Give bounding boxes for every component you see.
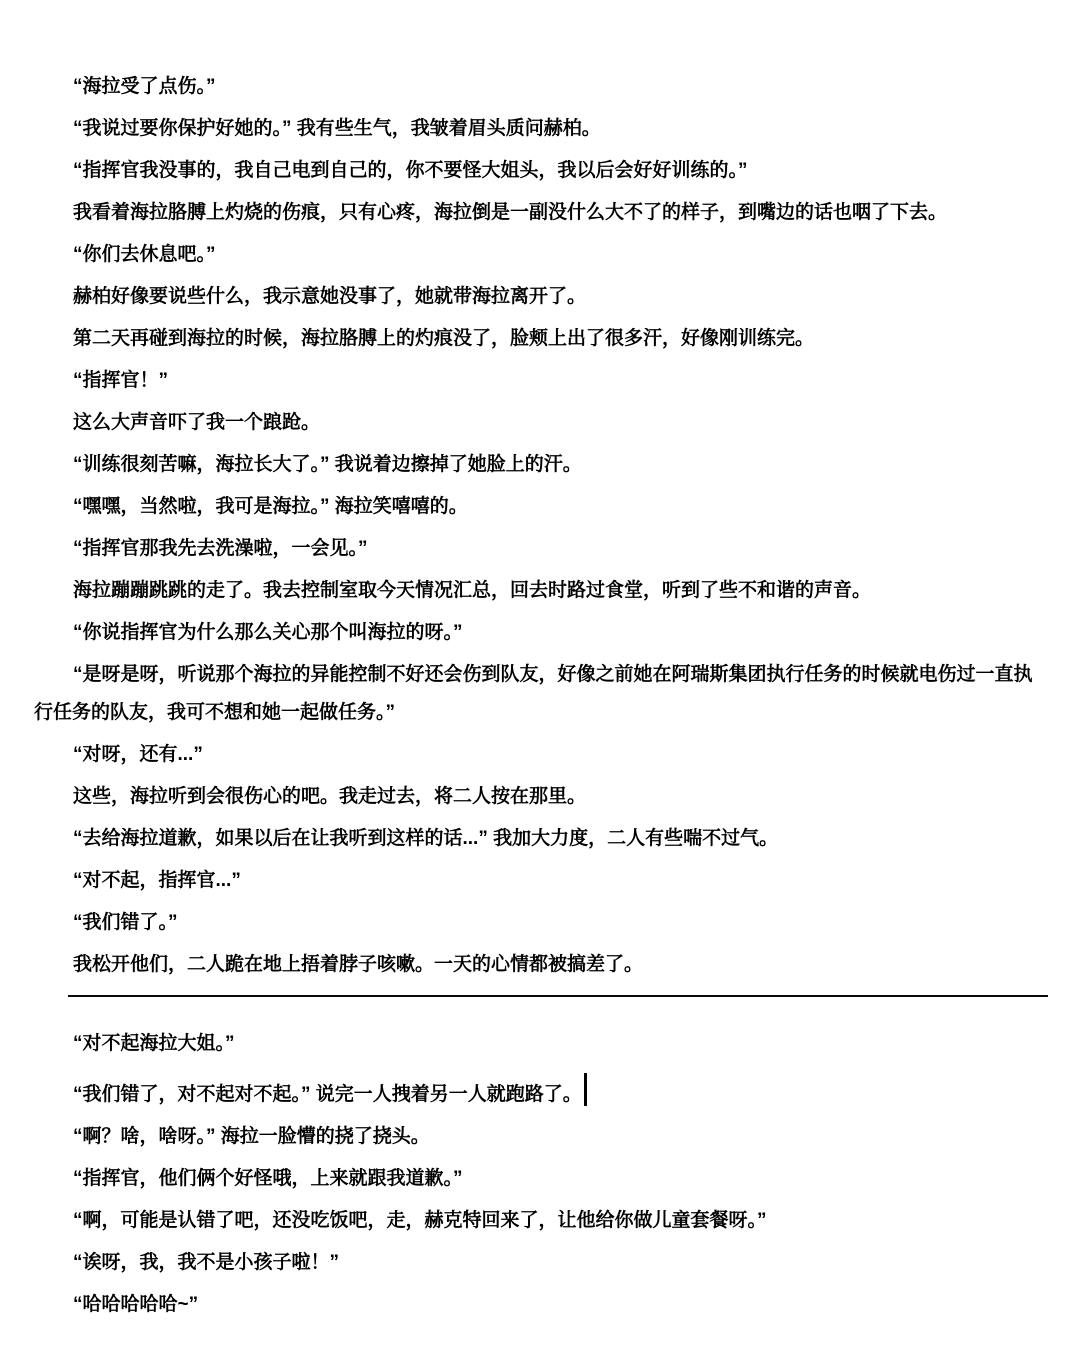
paragraph[interactable]: “海拉受了点伤。” bbox=[73, 76, 216, 97]
story-text-lower bbox=[34, 1025, 1048, 1324]
paragraph[interactable]: “对呀，还有...” bbox=[73, 744, 203, 765]
paragraph[interactable]: “指挥官我没事的，我自己电到自己的，你不要怪大姐头，我以后会好好训练的。” bbox=[73, 160, 748, 181]
paragraph[interactable]: “我说过要你保护好她的。” 我有些生气，我皱着眉头质问赫柏。 bbox=[73, 118, 601, 139]
paragraph[interactable]: “我们错了。” bbox=[73, 912, 178, 933]
paragraph[interactable]: “诶呀，我，我不是小孩子啦！” bbox=[73, 1252, 340, 1273]
paragraph[interactable]: “去给海拉道歉，如果以后在让我听到这样的话...” 我加大力度，二人有些喘不过气。 bbox=[73, 828, 779, 849]
paragraph[interactable]: “是呀是呀，听说那个海拉的异能控制不好还会伤到队友，好像之前她在阿瑞斯集团执行任务的时候就电伤过一直执行任务的队友，我可不想和她一起做任务。” bbox=[34, 664, 1033, 723]
paragraph[interactable]: “啊？啥，啥呀。” 海拉一脸懵的挠了挠头。 bbox=[73, 1126, 430, 1147]
paragraph[interactable]: “对不起海拉大姐。” bbox=[73, 1033, 235, 1054]
paragraph[interactable]: “我们错了，对不起对不起。” 说完一人拽着另一人就跑路了。 bbox=[34, 1067, 1048, 1114]
paragraph[interactable]: 海拉蹦蹦跳跳的走了。我去控制室取今天情况汇总，回去时路过食堂，听到了些不和谐的声音。 bbox=[73, 580, 872, 601]
story-text-upper bbox=[34, 68, 1048, 984]
paragraph[interactable]: “你说指挥官为什么那么关心那个叫海拉的呀。” bbox=[73, 622, 463, 643]
paragraph[interactable]: “哈哈哈哈哈~” bbox=[73, 1294, 199, 1315]
paragraph[interactable]: “啊，可能是认错了吧，还没吃饭吧，走，赫克特回来了，让他给你做儿童套餐呀。” bbox=[73, 1210, 767, 1231]
paragraph[interactable]: “对不起，指挥官...” bbox=[73, 870, 241, 891]
section-divider bbox=[68, 995, 1048, 997]
paragraph[interactable]: 这些，海拉听到会很伤心的吧。我走过去，将二人按在那里。 bbox=[73, 786, 587, 807]
paragraph[interactable]: “你们去休息吧。” bbox=[73, 244, 216, 265]
paragraph[interactable]: “嘿嘿，当然啦，我可是海拉。” 海拉笑嘻嘻的。 bbox=[73, 496, 468, 517]
paragraph[interactable]: “指挥官，他们俩个好怪哦，上来就跟我道歉。” bbox=[73, 1168, 463, 1189]
paragraph[interactable]: 我看着海拉胳膊上灼烧的伤痕，只有心疼，海拉倒是一副没什么大不了的样子，到嘴边的话也咽了下去。 bbox=[73, 202, 948, 223]
paragraph[interactable]: “训练很刻苦嘛，海拉长大了。” 我说着边擦掉了她脸上的汗。 bbox=[73, 454, 582, 475]
paragraph[interactable]: 这么大声音吓了我一个踉跄。 bbox=[73, 412, 321, 433]
paragraph[interactable]: “指挥官！” bbox=[73, 370, 169, 391]
paragraph[interactable]: “指挥官那我先去洗澡啦，一会见。” bbox=[73, 538, 368, 559]
text-cursor bbox=[584, 1073, 587, 1106]
paragraph[interactable]: 我松开他们，二人跪在地上捂着脖子咳嗽。一天的心情都被搞差了。 bbox=[73, 954, 644, 975]
paragraph[interactable]: 第二天再碰到海拉的时候，海拉胳膊上的灼痕没了，脸颊上出了很多汗，好像刚训练完。 bbox=[73, 328, 815, 349]
paragraph[interactable]: 赫柏好像要说些什么，我示意她没事了，她就带海拉离开了。 bbox=[73, 286, 587, 307]
